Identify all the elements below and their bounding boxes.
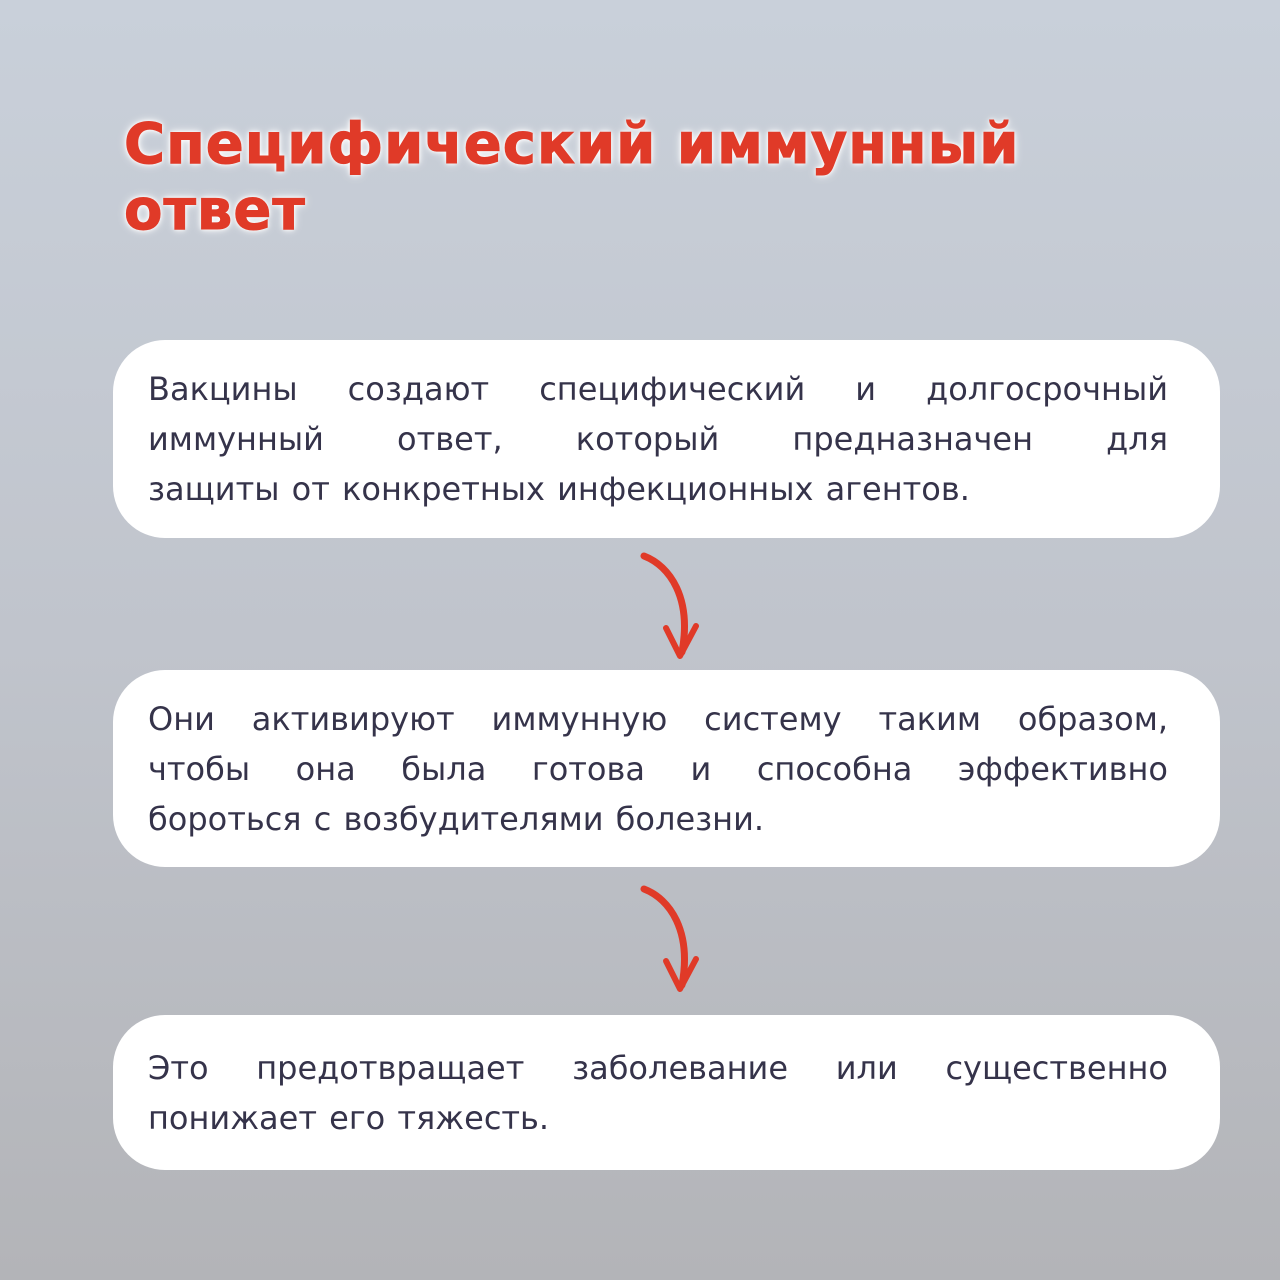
title-line: ответ — [124, 178, 306, 243]
card-text-line: чтобы она была готова и способна эффективно — [148, 749, 1168, 788]
curved-arrow-down-icon — [630, 548, 710, 663]
info-card-prevention — [113, 1015, 1220, 1170]
card-text-line: Вакцины создают специфический и долгосрочный — [148, 370, 1168, 408]
card-text-line: Они активируют иммунную систему таким образом, — [148, 699, 1168, 738]
card-text-line: Это предотвращает заболевание или существенно — [148, 1048, 1168, 1087]
info-card-vaccines — [113, 340, 1220, 538]
curved-arrow-down-icon — [630, 881, 710, 996]
card-text-line: понижает его тяжесть. — [148, 1098, 550, 1137]
title-line: Специфический иммунный — [124, 112, 1020, 177]
card-text-line: бороться с возбудителями болезни. — [148, 799, 765, 838]
card-text-line: защиты от конкретных инфекционных агентов. — [148, 470, 970, 508]
page-title — [124, 112, 1019, 244]
info-card-activation — [113, 670, 1220, 867]
card-text-line: иммунный ответ, который предназначен для — [148, 420, 1168, 458]
